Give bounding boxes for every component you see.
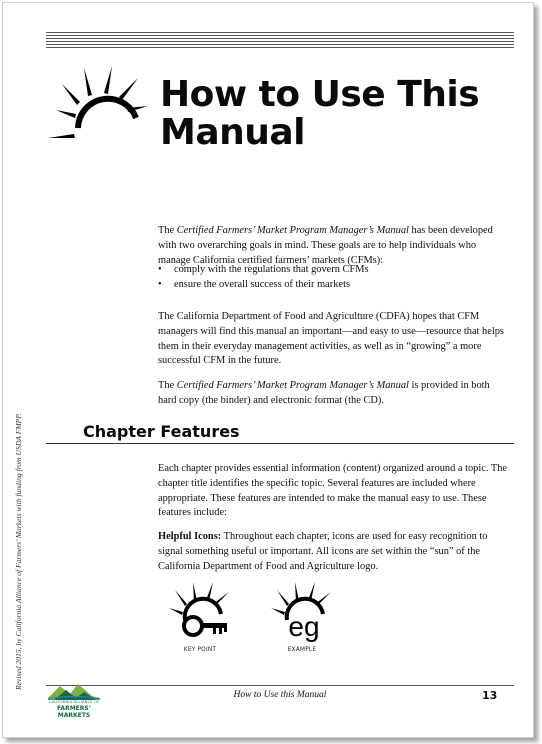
intro-p1-text-a: The: [158, 225, 177, 237]
title-line-1: How to Use This: [160, 74, 480, 115]
helpful-icons-text: Throughout each chapter, icons are used for easy recognition to signal something useful or important. All icons are set within the “sun” of the California Department of Food and Agriculture logo.: [158, 531, 488, 572]
example-caption: EXAMPLE: [287, 647, 317, 653]
example-figure: [262, 580, 342, 653]
section-rule: [46, 443, 514, 444]
goal-item: • comply with the regulations that govern CFMs: [158, 262, 510, 277]
section-heading-chapter-features: Chapter Features: [83, 422, 240, 441]
manual-title-italic: Certified Farmers’ Market Program Manager’s Manual: [176, 380, 409, 392]
footer-rule: [46, 685, 514, 686]
goals-list: [158, 262, 510, 292]
intro-p1-text-b: has been developed with two overarching goals in mind. These goals are to help individuals who manage California certified farmers’ markets (CFMs):: [158, 225, 493, 266]
page-title: [160, 76, 520, 152]
logo-small-text: CALIFORNIA ALLIANCE OF: [48, 700, 100, 704]
header-rule: [46, 32, 514, 48]
key-point-caption: KEY POINT: [183, 647, 217, 653]
revision-note: Revised 2015, by California Alliance of Farmers’ Markets with funding from USDA FMPP.: [14, 413, 23, 690]
key-point-figure: [160, 580, 240, 653]
intro-paragraph-2: The California Department of Food and Agriculture (CDFA) hopes that CFM managers will find this manual an important—and easy to use—resource that helps them in their everyday management activities, as well as in “growing” a more successful CFM in the future.: [158, 311, 504, 367]
intro-p3-text-b: is provided in both hard copy (the binder) and electronic format (the CD).: [158, 380, 490, 406]
chapter-features-paragraph: Each chapter provides essential information (content) organized around a topic. The chapter title identifies the specific topic. Several features are included where appropriate. These features are intended to make the manual easy to use. These features include:: [158, 463, 508, 519]
helpful-icons-paragraph: [158, 530, 510, 574]
intro-p3-text-a: The: [158, 380, 177, 392]
key-icon: [165, 580, 235, 646]
example-icon: [267, 580, 337, 646]
logo-name-text: FARMERS’ MARKETS: [57, 705, 91, 719]
example-glyph: eg: [288, 611, 320, 642]
footer-title: How to Use this Manual: [233, 690, 327, 700]
page-number: 13: [482, 689, 498, 702]
intro-paragraph-3: [158, 379, 510, 408]
manual-title-italic: Certified Farmers’ Market Program Manager’s Manual: [176, 225, 409, 237]
goal-item: • ensure the overall success of their markets: [158, 277, 510, 292]
title-line-2: Manual: [160, 112, 306, 153]
sun-logo-icon: [40, 60, 150, 170]
helpful-icons-label: Helpful Icons:: [158, 531, 222, 543]
